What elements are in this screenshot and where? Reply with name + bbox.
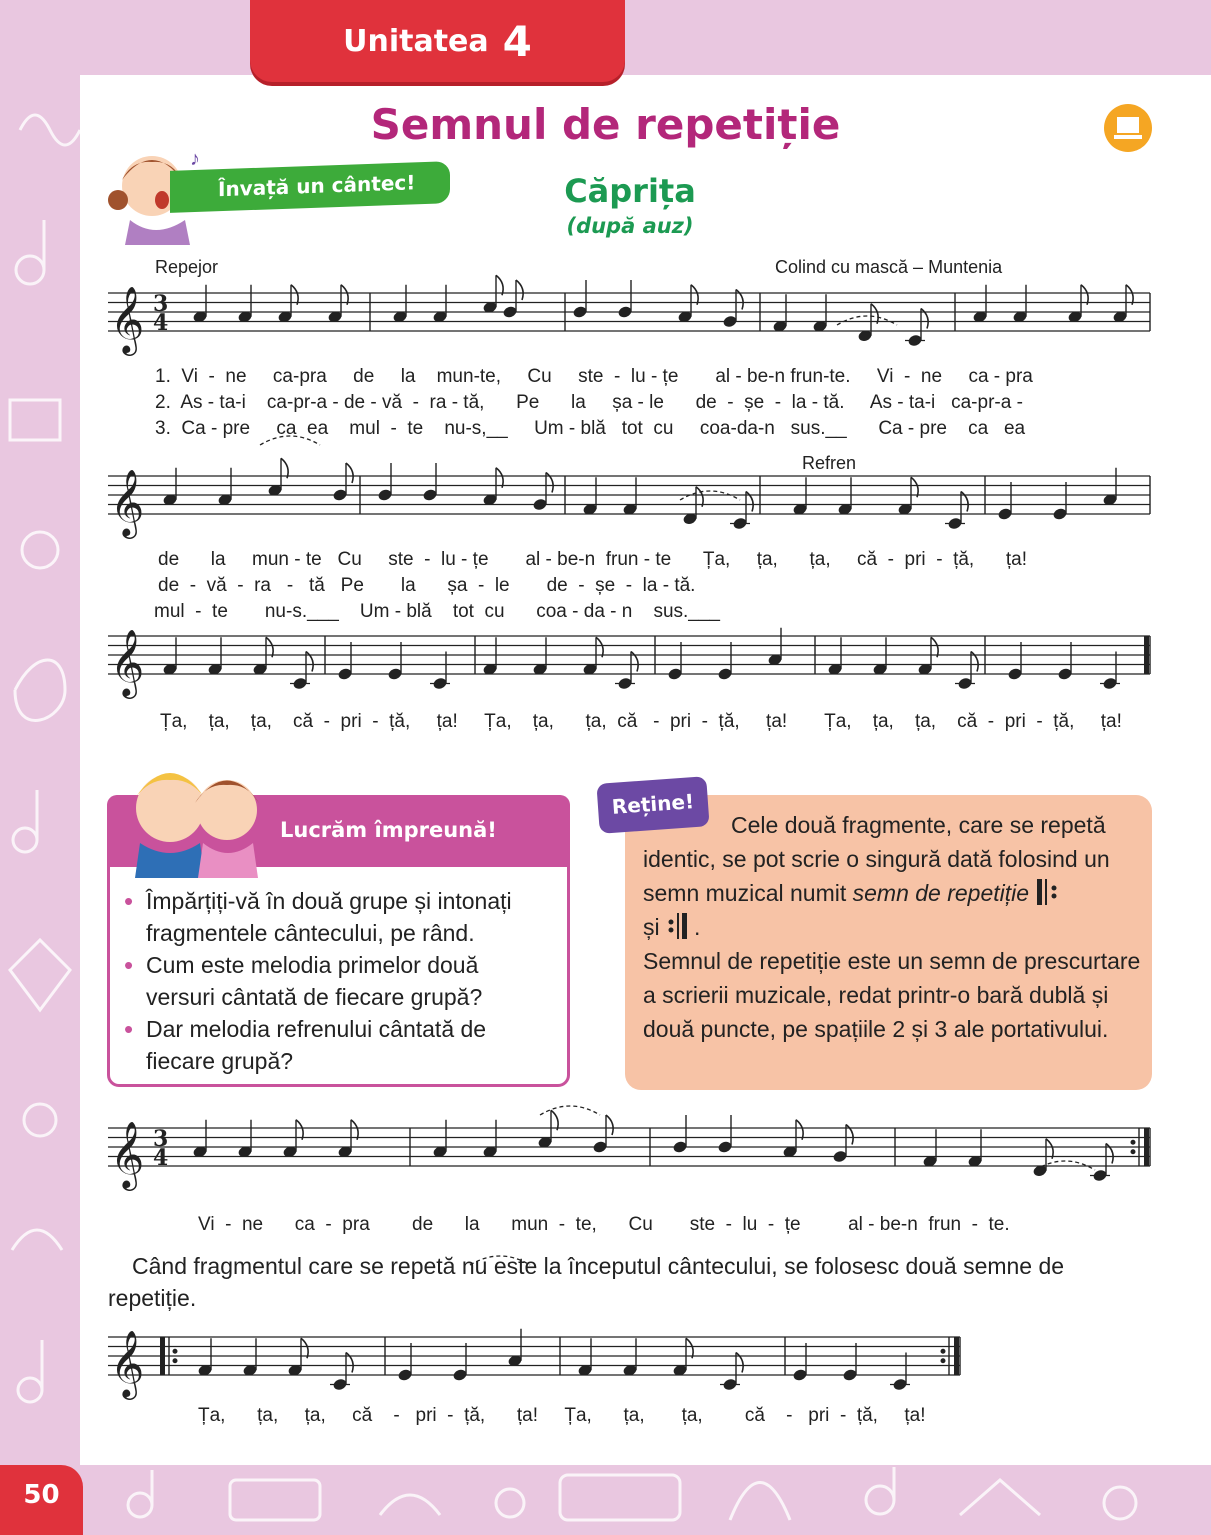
note-flag (796, 1120, 803, 1140)
note-flag (1046, 1139, 1053, 1159)
time-signature-top: 3 (153, 1126, 169, 1152)
song-origin: Colind cu mască – Muntenia (775, 257, 1003, 277)
note-flag (606, 1115, 613, 1135)
unit-word: Unitatea (343, 23, 489, 59)
repeat-dot (173, 1358, 178, 1363)
note-flag (691, 285, 698, 305)
retine-text (643, 808, 1143, 1046)
treble-clef-icon: 𝄞 (110, 468, 145, 536)
example1-lyrics: Vi - ne ca - pra de la mun - te, Cu ste - lu - țe al - be-n frun - te. (198, 1214, 1010, 1235)
note-flag (911, 477, 918, 497)
note-flag (686, 1338, 693, 1358)
note-flag (346, 463, 353, 483)
treble-clef-icon: 𝄞 (110, 285, 145, 353)
lucram-item: • Cum este melodia primelor două versuri cântată de fiecare grupă? (122, 949, 552, 1013)
note-flag (1081, 285, 1088, 305)
repeat-dot (941, 1358, 946, 1363)
refren-label: Refren (802, 453, 857, 473)
lucram-title: Lucrăm împreună! (280, 818, 497, 842)
lyrics-line3: Ța, ța, ța, că - pri - ță, ța! Ța, ța, ța, că - pri - ță, ța! Ța, ța, ța, că - pri - ță, ța! (160, 711, 1122, 732)
note-flag (291, 285, 298, 305)
note-flag (281, 458, 288, 478)
note-flag (1126, 285, 1133, 305)
note-flag (496, 468, 503, 488)
time-signature-bottom: 4 (153, 310, 169, 336)
lyrics-line2-verse1: de la mun - te Cu ste - lu - țe al - be-n frun - te Ța, ța, ța, că - pri - ță, ța! (158, 549, 1028, 570)
note-flag (301, 1338, 308, 1358)
time-signature-bottom: 4 (153, 1145, 169, 1171)
note-flag (871, 304, 878, 324)
lyrics-line1-verse3: 3. Ca - pre ca ea mul - te nu-s,__ Um - blă tot cu coa-da-n sus.__ Ca - pre ca ea (155, 418, 1026, 439)
treble-clef-icon: 𝄞 (110, 628, 145, 696)
note-flag (496, 275, 503, 295)
retine-p1-text: Cele două fragmente, care se repetă identic, se pot scrie o singură dată folosind un semn muzical numit (643, 812, 1110, 906)
repeat-start-bar (160, 1337, 165, 1375)
repeat-end-bar (954, 1337, 959, 1375)
treble-clef-icon: 𝄞 (110, 1329, 145, 1397)
final-barline (1144, 636, 1149, 674)
note-flag (931, 637, 938, 657)
repeat-dot (173, 1349, 178, 1354)
repeat-dot (1131, 1149, 1136, 1154)
retine-paragraph-1: Cele două fragmente, care se repetă identic, se pot scrie o singură dată folosind un semn muzical numit semn de repetiție și . (643, 812, 1110, 940)
retine-paragraph-2: Semnul de repetiție este un semn de prescurtare a scrierii muzicale, redat printr-o bară dublă și două puncte, pe spațiile 2 și 3 ale portativului. (643, 948, 1141, 1042)
children-icon (115, 748, 275, 878)
lucram-bullet-list (122, 885, 552, 1077)
slur-mark (837, 316, 897, 325)
repeat-dot (1131, 1140, 1136, 1145)
song-title: Căprița (564, 172, 696, 210)
note-flag (516, 280, 523, 300)
retine-term: semn de repetiție (852, 880, 1030, 906)
lyrics-line2-verse2: de - vă - ra - tă Pe la șa - le de - șe - la - tă. (158, 575, 696, 596)
page-title: Semnul de repetiție (370, 100, 841, 149)
slur-mark (540, 1106, 600, 1115)
note-flag (696, 487, 703, 507)
repeat-start-sign-icon (1035, 877, 1063, 907)
repeat-end-sign-icon (666, 911, 694, 941)
example2-lyrics: Ța, ța, ța, că - pri - ță, ța! Ța, ța, ța, că - pri - ță, ța! (198, 1405, 926, 1426)
note-flag (551, 1110, 558, 1130)
note-flag (341, 285, 348, 305)
time-signature-top: 3 (153, 291, 169, 317)
lyrics-line1-verse2: 2. As - ta-i ca-pr-a - de - vă - ra - tă, Pe la șa - le de - șe - la - tă. As - ta-i ca-pr-a - (155, 392, 1023, 413)
lyrics-line2-verse3: mul - te nu-s.___ Um - blă tot cu coa - da - n sus.___ (154, 601, 721, 622)
invata-tag: Învață un cântec! (170, 161, 450, 213)
retine-tag: Reține! (596, 776, 709, 834)
song-subtitle: (după auz) (566, 214, 694, 238)
unit-number: 4 (502, 16, 532, 66)
note-flag (296, 1120, 303, 1140)
treble-clef-icon: 𝄞 (110, 1120, 145, 1188)
note-flag (596, 637, 603, 657)
tempo-marking: Repejor (155, 257, 219, 277)
note-flag (351, 1120, 358, 1140)
repeat-dot (941, 1349, 946, 1354)
page-number: 50 (0, 1465, 83, 1535)
svg-text:♪: ♪ (190, 148, 200, 170)
retine-si: și (643, 914, 660, 940)
repeat-end-bar (1144, 1128, 1149, 1166)
lyrics-line1-verse1: 1. Vi - ne ca-pra de la mun-te, Cu ste - lu - țe al - be-n frun-te. Vi - ne ca - pra (155, 366, 1033, 387)
lucram-item: • Dar melodia refrenului cântată de fiecare grupă? (122, 1013, 552, 1077)
lucram-item: • Împărțiți-vă în două grupe și intonați fragmentele cântecului, pe rând. (122, 885, 552, 949)
explanation-paragraph: Când fragmentul care se repetă nu este la începutul cântecului, se folosesc două semne de repetiție. (108, 1253, 1065, 1311)
note-flag (266, 637, 273, 657)
